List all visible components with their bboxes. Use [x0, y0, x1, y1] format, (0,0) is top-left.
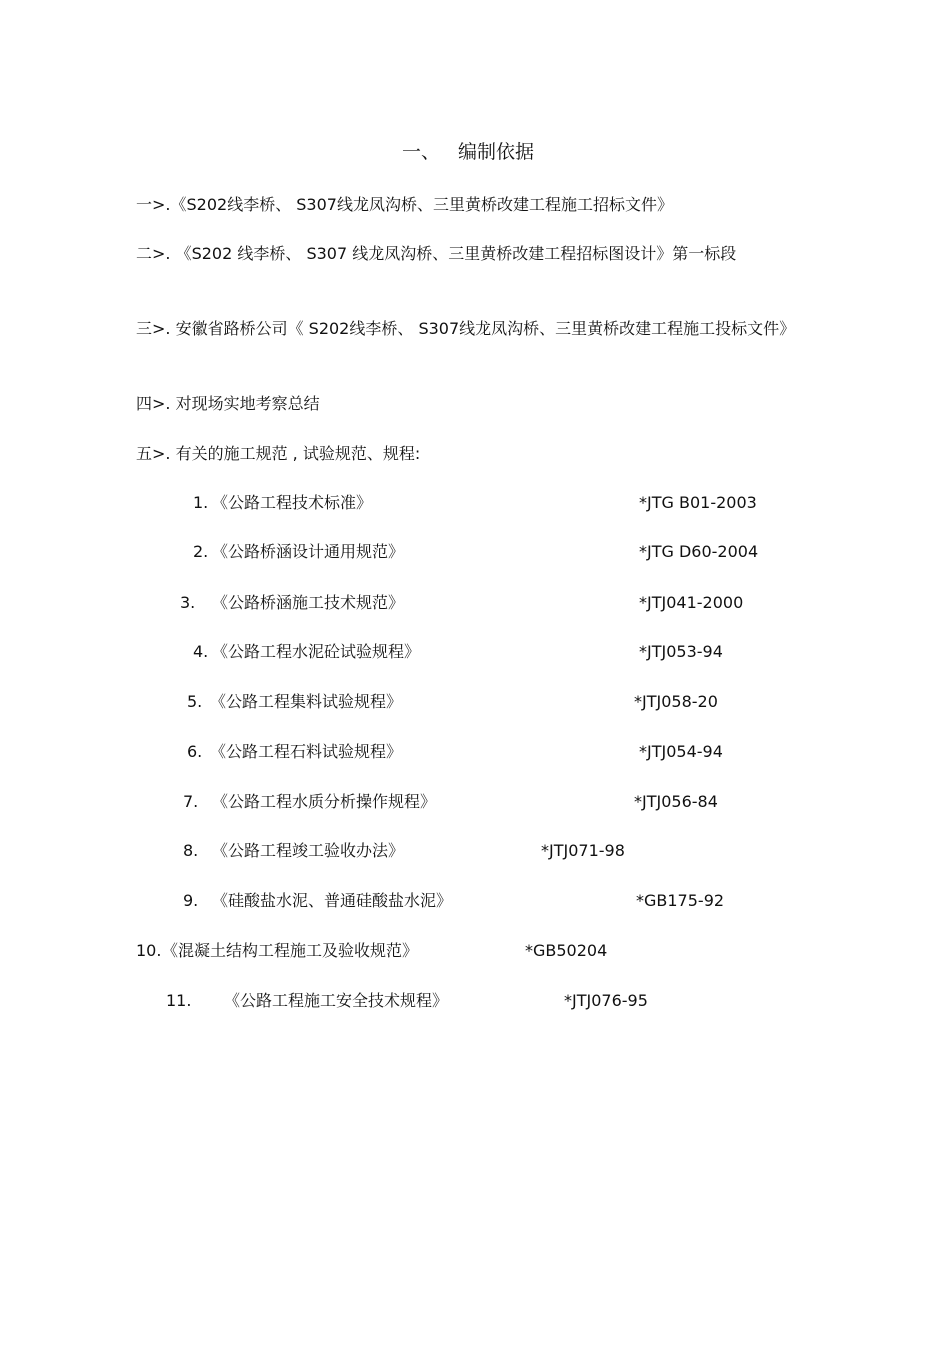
ref-name: 《公路工程技术标准》 — [212, 493, 373, 512]
ref-number: 2. — [193, 542, 209, 561]
ref-name: 《公路工程施工安全技术规程》 — [224, 991, 449, 1010]
ref-name: 《公路工程石料试验规程》 — [210, 742, 403, 761]
ref-name: 《混凝土结构工程施工及验收规范》 — [162, 941, 419, 960]
ref-code: *JTJ041-2000 — [639, 593, 744, 612]
ref-number: 1. — [193, 493, 209, 512]
ref-number: 6. — [187, 742, 203, 761]
paragraph-1: 一>.《S202线李桥、 S307线龙凤沟桥、三里黄桥改建工程施工招标文件》 — [136, 195, 673, 214]
paragraph-3: 三>. 安徽省路桥公司《 S202线李桥、 S307线龙凤沟桥、三里黄桥改建工程施工投标文件》 — [136, 319, 796, 338]
ref-name: 《硅酸盐水泥、普通硅酸盐水泥》 — [212, 891, 453, 910]
ref-code: *JTJ053-94 — [639, 642, 723, 661]
ref-code: *JTJ071-98 — [541, 841, 625, 860]
ref-number: 9. — [183, 891, 199, 910]
ref-code: *JTJ054-94 — [639, 742, 723, 761]
ref-name: 《公路工程集料试验规程》 — [210, 692, 403, 711]
ref-number: 4. — [193, 642, 209, 661]
heading-title: 编制依据 — [458, 141, 535, 163]
ref-number: 11. — [166, 991, 192, 1010]
paragraph-2: 二>. 《S202 线李桥、 S307 线龙凤沟桥、三里黄桥改建工程招标图设计》第一标段 — [136, 244, 737, 263]
ref-name: 《公路桥涵施工技术规范》 — [212, 593, 405, 612]
ref-code: *JTG D60-2004 — [639, 542, 759, 561]
heading-number: 一、 — [402, 141, 441, 163]
paragraph-5: 五>. 有关的施工规范 , 试验规范、规程: — [136, 444, 421, 463]
ref-number: 3. — [180, 593, 196, 612]
ref-code: *JTJ056-84 — [634, 792, 718, 811]
ref-name: 《公路工程水质分析操作规程》 — [212, 792, 437, 811]
ref-code: *JTG B01-2003 — [639, 493, 757, 512]
ref-name: 《公路工程水泥砼试验规程》 — [212, 642, 421, 661]
ref-code: *JTJ058-20 — [634, 692, 718, 711]
ref-name: 《公路桥涵设计通用规范》 — [212, 542, 405, 561]
paragraph-4: 四>. 对现场实地考察总结 — [136, 394, 320, 413]
ref-number: 5. — [187, 692, 203, 711]
ref-code: *GB175-92 — [636, 891, 725, 910]
ref-number: 10. — [136, 941, 162, 960]
ref-name: 《公路工程竣工验收办法》 — [212, 841, 405, 860]
ref-code: *JTJ076-95 — [564, 991, 648, 1010]
ref-code: *GB50204 — [525, 941, 608, 960]
ref-number: 8. — [183, 841, 199, 860]
ref-number: 7. — [183, 792, 199, 811]
